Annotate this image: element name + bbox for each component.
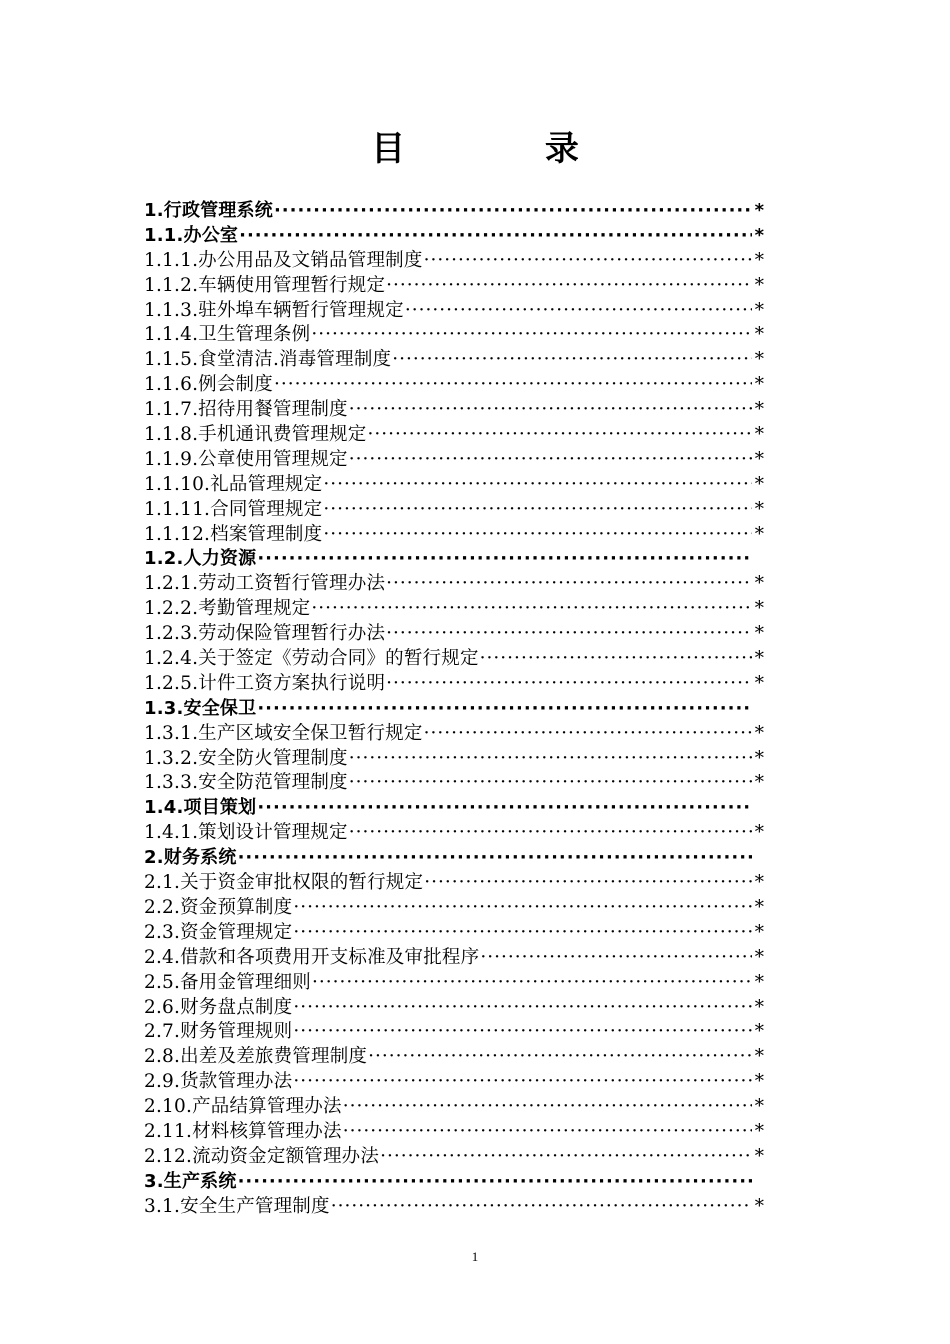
toc-entry-label: 1.3.安全保卫 bbox=[144, 697, 257, 719]
toc-entry-label: 1.2.1.劳动工资暂行管理办法 bbox=[144, 573, 386, 595]
toc-entry-label: 2.1.关于资金审批权限的暂行规定 bbox=[144, 872, 424, 894]
toc-dot-leader bbox=[257, 796, 752, 821]
toc-entry[interactable] bbox=[144, 448, 764, 473]
toc-entry[interactable] bbox=[144, 398, 764, 423]
toc-entry-label: 1.1.3.驻外埠车辆暂行管理规定 bbox=[144, 299, 404, 321]
toc-dot-leader bbox=[293, 1020, 752, 1045]
toc-page-mark: * bbox=[754, 523, 764, 545]
toc-page-mark: * bbox=[754, 872, 764, 894]
table-of-contents bbox=[144, 199, 764, 1220]
toc-page-mark: * bbox=[754, 399, 764, 421]
toc-page-mark: * bbox=[754, 498, 764, 520]
toc-entry-label: 2.7.财务管理规则 bbox=[144, 1021, 293, 1043]
toc-entry-label: 1.1.1.办公用品及文销品管理制度 bbox=[144, 249, 423, 271]
toc-entry-label: 1.1.5.食堂清洁.消毒管理制度 bbox=[144, 349, 392, 371]
toc-page-mark: * bbox=[754, 822, 764, 844]
toc-page-mark: * bbox=[754, 448, 764, 470]
toc-entry[interactable] bbox=[144, 896, 764, 921]
toc-page-mark: * bbox=[754, 598, 764, 620]
toc-entry-label: 2.4.借款和各项费用开支标准及审批程序 bbox=[144, 946, 480, 968]
toc-entry[interactable] bbox=[144, 473, 764, 498]
toc-dot-leader bbox=[349, 448, 752, 473]
toc-dot-leader bbox=[257, 547, 752, 572]
toc-section-heading[interactable] bbox=[144, 796, 764, 821]
toc-entry-label: 3.1.安全生产管理制度 bbox=[144, 1195, 330, 1217]
toc-section-heading[interactable] bbox=[144, 846, 764, 871]
toc-dot-leader bbox=[311, 597, 752, 622]
toc-entry[interactable] bbox=[144, 1045, 764, 1070]
toc-entry-label: 2.11.材料核算管理办法 bbox=[144, 1120, 342, 1142]
toc-entry-label: 2.财务系统 bbox=[144, 847, 237, 869]
toc-entry[interactable] bbox=[144, 996, 764, 1021]
toc-dot-leader bbox=[274, 199, 752, 224]
toc-dot-leader bbox=[323, 498, 752, 523]
toc-dot-leader bbox=[238, 846, 752, 871]
toc-page-mark: * bbox=[754, 1145, 764, 1167]
toc-dot-leader bbox=[323, 473, 752, 498]
toc-page-mark: * bbox=[754, 473, 764, 495]
toc-entry[interactable] bbox=[144, 921, 764, 946]
toc-entry[interactable] bbox=[144, 1070, 764, 1095]
toc-entry[interactable] bbox=[144, 274, 764, 299]
toc-dot-leader bbox=[349, 398, 752, 423]
toc-entry-label: 2.6.财务盘点制度 bbox=[144, 996, 293, 1018]
toc-dot-leader bbox=[424, 871, 752, 896]
toc-page-mark: * bbox=[754, 896, 764, 918]
toc-dot-leader bbox=[293, 996, 752, 1021]
toc-entry[interactable] bbox=[144, 299, 764, 324]
toc-entry-label: 1.2.2.考勤管理规定 bbox=[144, 598, 311, 620]
toc-dot-leader bbox=[386, 572, 752, 597]
toc-dot-leader bbox=[349, 747, 752, 772]
toc-page-mark: * bbox=[754, 996, 764, 1018]
toc-page-mark: * bbox=[754, 573, 764, 595]
toc-dot-leader bbox=[293, 896, 752, 921]
page-number: 1 bbox=[471, 1249, 479, 1264]
toc-page-mark: * bbox=[754, 623, 764, 645]
toc-page-mark: * bbox=[754, 1120, 764, 1142]
toc-page-mark: * bbox=[754, 299, 764, 321]
toc-dot-leader bbox=[349, 771, 752, 796]
toc-page-mark: * bbox=[754, 224, 764, 246]
toc-entry-label: 1.2.3.劳动保险管理暂行办法 bbox=[144, 623, 386, 645]
toc-page-mark: * bbox=[754, 1071, 764, 1093]
toc-page-mark: * bbox=[754, 324, 764, 346]
toc-entry[interactable] bbox=[144, 946, 764, 971]
toc-entry[interactable] bbox=[144, 971, 764, 996]
toc-dot-leader bbox=[343, 1095, 752, 1120]
toc-entry[interactable] bbox=[144, 498, 764, 523]
toc-entry-label: 3.生产系统 bbox=[144, 1170, 237, 1192]
toc-entry-label: 1.1.7.招待用餐管理制度 bbox=[144, 399, 348, 421]
toc-entry-label: 2.2.资金预算制度 bbox=[144, 896, 293, 918]
toc-entry-label: 1.1.4.卫生管理条例 bbox=[144, 324, 311, 346]
toc-dot-leader bbox=[293, 1070, 752, 1095]
toc-entry[interactable] bbox=[144, 1195, 764, 1220]
toc-section-heading[interactable] bbox=[144, 547, 764, 572]
toc-page-mark: * bbox=[754, 946, 764, 968]
toc-dot-leader bbox=[424, 722, 752, 747]
toc-entry-label: 2.9.货款管理办法 bbox=[144, 1071, 293, 1093]
toc-section-heading[interactable] bbox=[144, 697, 764, 722]
toc-page-mark: * bbox=[754, 971, 764, 993]
toc-entry-label: 1.2.5.计件工资方案执行说明 bbox=[144, 672, 386, 694]
toc-page-mark: * bbox=[754, 722, 764, 744]
toc-entry[interactable] bbox=[144, 572, 764, 597]
toc-page-mark: * bbox=[754, 424, 764, 446]
toc-entry-label: 1.2.4.关于签定《劳动合同》的暂行规定 bbox=[144, 648, 479, 670]
toc-entry-label: 1.1.9.公章使用管理规定 bbox=[144, 448, 348, 470]
toc-dot-leader bbox=[368, 1045, 752, 1070]
toc-page-mark: * bbox=[754, 648, 764, 670]
toc-entry[interactable] bbox=[144, 597, 764, 622]
toc-entry[interactable] bbox=[144, 423, 764, 448]
toc-dot-leader bbox=[424, 249, 752, 274]
toc-entry[interactable] bbox=[144, 1095, 764, 1120]
toc-entry-label: 1.1.6.例会制度 bbox=[144, 374, 273, 396]
toc-entry[interactable] bbox=[144, 747, 764, 772]
toc-page-mark: * bbox=[754, 374, 764, 396]
toc-entry[interactable] bbox=[144, 523, 764, 548]
toc-dot-leader bbox=[323, 523, 752, 548]
toc-section-heading[interactable] bbox=[144, 199, 764, 224]
toc-page-mark: * bbox=[754, 274, 764, 296]
toc-dot-leader bbox=[343, 1120, 752, 1145]
toc-dot-leader bbox=[257, 697, 752, 722]
toc-dot-leader bbox=[386, 622, 752, 647]
toc-entry-label: 1.1.10.礼品管理规定 bbox=[144, 473, 323, 495]
page-title: 目 录 bbox=[371, 129, 643, 169]
toc-page-mark: * bbox=[754, 1195, 764, 1217]
toc-entry-label: 1.2.人力资源 bbox=[144, 548, 257, 570]
toc-entry[interactable] bbox=[144, 1145, 764, 1170]
toc-entry-label: 1.1.12.档案管理制度 bbox=[144, 523, 323, 545]
toc-dot-leader bbox=[331, 1195, 752, 1220]
toc-page-mark: * bbox=[754, 772, 764, 794]
toc-dot-leader bbox=[349, 821, 752, 846]
toc-page-mark: * bbox=[754, 349, 764, 371]
toc-dot-leader bbox=[239, 224, 752, 249]
toc-entry-label: 1.3.1.生产区域安全保卫暂行规定 bbox=[144, 722, 423, 744]
toc-entry-label: 1.4.项目策划 bbox=[144, 797, 257, 819]
toc-entry[interactable] bbox=[144, 348, 764, 373]
toc-dot-leader bbox=[274, 373, 752, 398]
toc-entry[interactable] bbox=[144, 323, 764, 348]
toc-dot-leader bbox=[311, 323, 752, 348]
toc-section-heading[interactable] bbox=[144, 224, 764, 249]
toc-entry[interactable] bbox=[144, 622, 764, 647]
toc-page-mark: * bbox=[754, 1046, 764, 1068]
toc-entry[interactable] bbox=[144, 821, 764, 846]
toc-page-mark: * bbox=[754, 747, 764, 769]
toc-page-mark: * bbox=[754, 1021, 764, 1043]
toc-entry-label: 2.10.产品结算管理办法 bbox=[144, 1096, 342, 1118]
toc-entry-label: 1.1.8.手机通讯费管理规定 bbox=[144, 424, 367, 446]
toc-dot-leader bbox=[367, 423, 752, 448]
toc-entry[interactable] bbox=[144, 771, 764, 796]
toc-entry[interactable] bbox=[144, 373, 764, 398]
toc-section-heading[interactable] bbox=[144, 1170, 764, 1195]
toc-dot-leader bbox=[392, 348, 752, 373]
toc-page-mark: * bbox=[754, 249, 764, 271]
toc-entry-label: 1.3.3.安全防范管理制度 bbox=[144, 772, 348, 794]
toc-dot-leader bbox=[480, 946, 752, 971]
toc-entry-label: 2.5.备用金管理细则 bbox=[144, 971, 312, 993]
toc-page-mark: * bbox=[754, 921, 764, 943]
toc-entry-label: 1.1.11.合同管理规定 bbox=[144, 498, 323, 520]
toc-dot-leader bbox=[480, 647, 752, 672]
toc-entry[interactable] bbox=[144, 672, 764, 697]
toc-entry[interactable] bbox=[144, 722, 764, 747]
toc-entry[interactable] bbox=[144, 871, 764, 896]
toc-page-mark: * bbox=[754, 672, 764, 694]
toc-entry-label: 2.12.流动资金定额管理办法 bbox=[144, 1145, 380, 1167]
toc-dot-leader bbox=[312, 971, 752, 996]
toc-entry-label: 1.1.办公室 bbox=[144, 224, 239, 246]
toc-entry[interactable] bbox=[144, 647, 764, 672]
toc-entry-label: 1.3.2.安全防火管理制度 bbox=[144, 747, 348, 769]
toc-entry-label: 2.3.资金管理规定 bbox=[144, 921, 293, 943]
toc-dot-leader bbox=[386, 274, 752, 299]
toc-entry-label: 1.1.2.车辆使用管理暂行规定 bbox=[144, 274, 386, 296]
toc-dot-leader bbox=[405, 299, 752, 324]
toc-dot-leader bbox=[386, 672, 752, 697]
toc-page-mark: * bbox=[754, 200, 764, 221]
toc-entry[interactable] bbox=[144, 1020, 764, 1045]
toc-dot-leader bbox=[238, 1170, 752, 1195]
toc-entry-label: 1.4.1.策划设计管理规定 bbox=[144, 822, 348, 844]
toc-entry[interactable] bbox=[144, 249, 764, 274]
toc-entry[interactable] bbox=[144, 1120, 764, 1145]
toc-entry-label: 2.8.出差及差旅费管理制度 bbox=[144, 1046, 368, 1068]
toc-page-mark: * bbox=[754, 1096, 764, 1118]
toc-entry-label: 1.行政管理系统 bbox=[144, 200, 273, 221]
toc-dot-leader bbox=[380, 1145, 752, 1170]
toc-dot-leader bbox=[293, 921, 752, 946]
